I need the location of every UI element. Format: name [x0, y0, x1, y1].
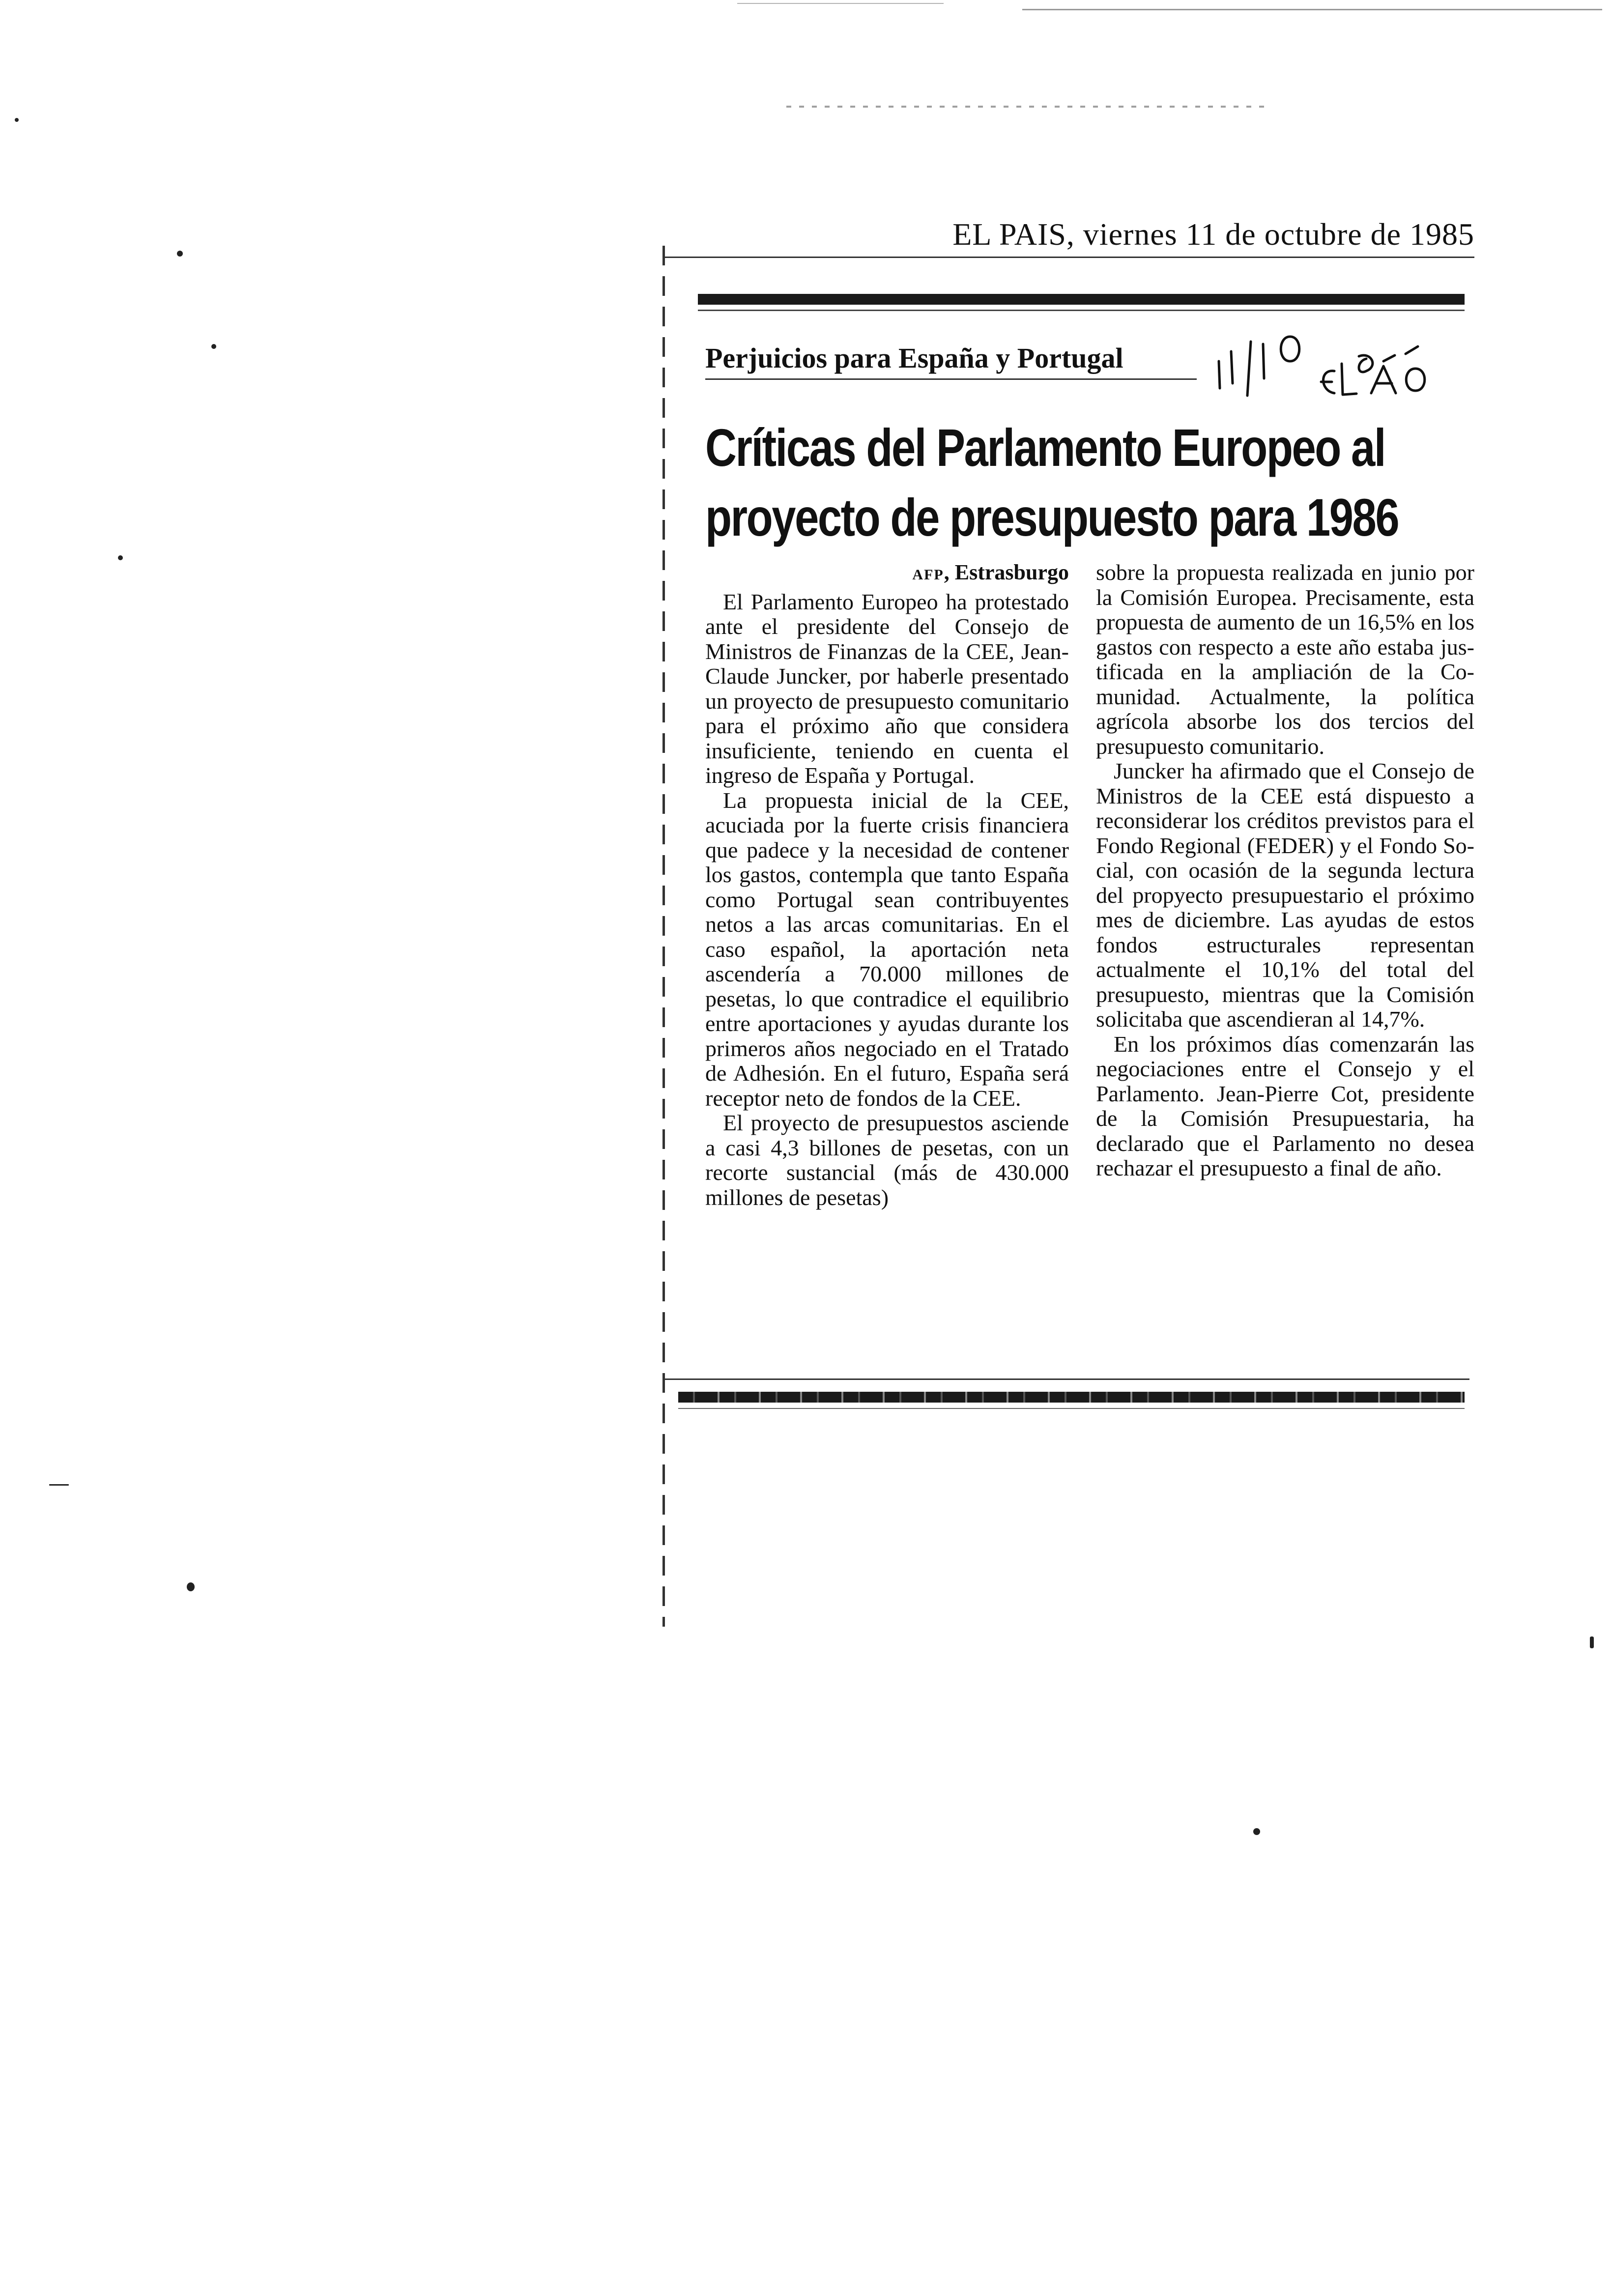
header-bar-rule	[698, 310, 1465, 311]
article-paragraph: Juncker ha afirmado que el Consejo de Ministros de la CEE está dispuesto a reconsiderar los créditos previstos para el Fondo Regional (FEDER) y el Fondo Social, con ocasión de la segunda lectura del propyecto presupuestario el próximo mes de diciembre. Las ayudas de estos fondos estructurales representan actualmente el 10,1% del total del presupuesto, mientras que la Comisión solicitaba que ascendieran al 14,7%.	[1096, 758, 1474, 1032]
article-column-left	[705, 560, 1069, 1210]
handwritten-annotation	[1209, 322, 1465, 405]
article-paragraph: El proyecto de presupuestos asciende a casi 4,3 billones de pesetas, con un recorte sustancial (más de 430.000 millones de pesetas)	[705, 1110, 1069, 1210]
dateline-rule	[663, 257, 1474, 258]
scan-speck	[49, 1484, 69, 1486]
clipping-left-edge	[662, 246, 665, 1627]
byline-place: Estrasburgo	[954, 560, 1069, 584]
newspaper-clipping	[659, 216, 1474, 1415]
scan-artifact-dots	[786, 106, 1268, 108]
dateline: EL PAIS, viernes 11 de octubre de 1985	[952, 217, 1474, 252]
article-paragraph: La propuesta inicial de la CEE, acuciada por la fuerte crisis financiera que padece y la necesidad de contener los gastos, contempla que tanto España como Portugal sean contribuyentes netos a las arcas comunitarias. En el caso español, la aportación neta ascendería a 70.000 millones de pesetas, lo que contradice el equilibrio entre aportaciones y ayudas durante los primeros años negociado en el Tratado de Adhesión. En el futuro, España será receptor neto de fondos de la CEE.	[705, 787, 1069, 1111]
kicker: Perjuicios para España y Portugal	[705, 342, 1123, 374]
scan-speck	[118, 555, 123, 560]
scan-speck	[211, 344, 216, 349]
scan-speck	[187, 1582, 195, 1591]
footer-rule	[663, 1378, 1469, 1380]
scan-speck	[177, 251, 183, 257]
header-bar	[698, 294, 1465, 305]
article-paragraph: En los próximos días comenzarán las negociaciones entre el Consejo y el Parlamento. Jean-Pierre Cot, presidente de la Comisión Presupuestaria, ha declarado que el Parlamento no desea rechazar el presupuesto a final de año.	[1096, 1031, 1474, 1180]
scan-speck	[1590, 1636, 1594, 1648]
article-column-right	[1096, 560, 1474, 1181]
scan-speck	[1253, 1828, 1260, 1835]
headline-line-2: proyecto de presupuesto para 1986	[705, 488, 1399, 547]
headline-line-1: Críticas del Parlamento Europeo al	[705, 418, 1385, 477]
kicker-rule	[705, 378, 1197, 380]
byline: AFP, Estrasburgo	[912, 560, 1069, 584]
scan-artifact-line	[1022, 9, 1602, 10]
scan-speck	[15, 118, 19, 122]
byline-agency: AFP	[912, 567, 944, 583]
scan-artifact-line	[737, 3, 944, 4]
headline	[705, 413, 1399, 552]
article-paragraph: sobre la propuesta realizada en junio por la Comisión Europea. Precisamente, esta propuesta de aumento de un 16,5% en los gastos con respecto a este año estaba justificada en la ampliación de la Comunidad. Actualmente, la política agrícola absorbe los dos tercios del presupuesto comunitario.	[1096, 560, 1474, 759]
footer-bar	[678, 1392, 1465, 1403]
footer-rule	[678, 1408, 1465, 1409]
article-paragraph: El Parlamento Europeo ha protestado ante el presidente del Consejo de Ministros de Finanzas de la CEE, Jean-Claude Juncker, por haberle presentado un proyecto de presupuesto comunitario para el próximo año que considera insuficiente, teniendo en cuenta el ingreso de España y Portugal.	[705, 589, 1069, 788]
